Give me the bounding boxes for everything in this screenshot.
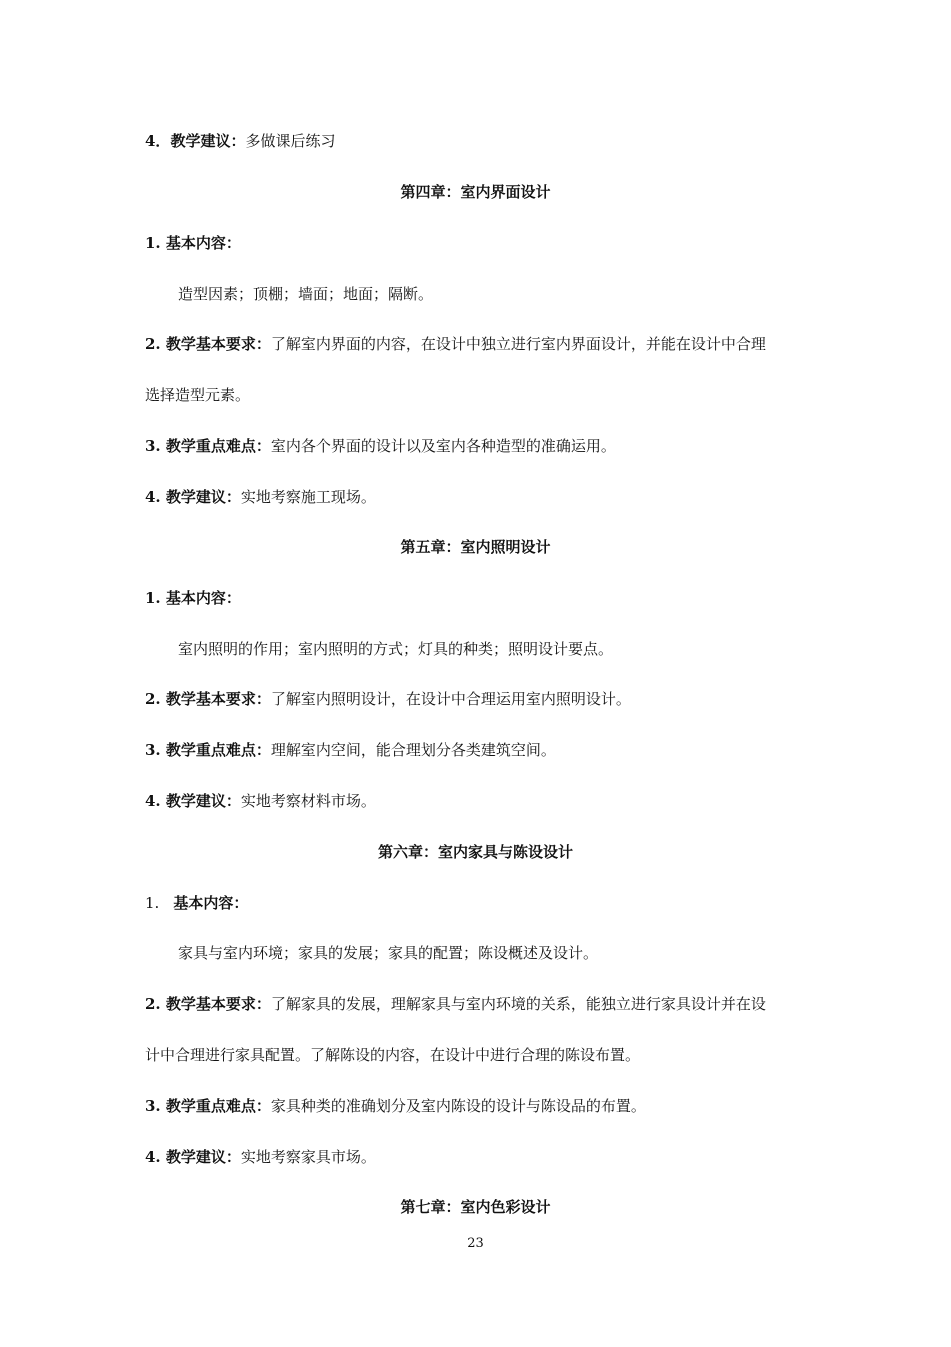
item-number: 3. bbox=[145, 741, 166, 759]
item-basic-requirements bbox=[145, 334, 766, 354]
item-number: 4． bbox=[145, 132, 171, 150]
content-paragraph: 家具与室内环境；家具的发展；家具的配置；陈设概述及设计。 bbox=[178, 944, 599, 962]
item-text: 了解室内界面的内容，在设计中独立进行室内界面设计，并能在设计中合理 bbox=[270, 335, 766, 353]
item-text: 实地考察材料市场。 bbox=[240, 792, 376, 810]
item-label: 教学建议： bbox=[165, 488, 241, 506]
item-number: 2. bbox=[145, 335, 166, 353]
item-label: 教学重点难点： bbox=[165, 1097, 271, 1115]
item-number: 4. bbox=[145, 792, 166, 810]
item-basic-content bbox=[145, 893, 248, 913]
item-label: 教学基本要求： bbox=[165, 335, 271, 353]
item-number: 4. bbox=[145, 488, 166, 506]
chapter-heading-5: 第五章：室内照明设计 bbox=[400, 538, 551, 556]
item-label: 基本内容： bbox=[165, 234, 241, 252]
chapter-heading-6: 第六章：室内家具与陈设设计 bbox=[377, 843, 573, 861]
item-teaching-advice bbox=[145, 131, 335, 151]
item-key-difficulties bbox=[145, 436, 616, 456]
item-number: 4. bbox=[145, 1148, 166, 1166]
item-number: 1. bbox=[145, 234, 166, 252]
page-number: 23 bbox=[467, 1236, 484, 1251]
item-number: 3. bbox=[145, 437, 166, 455]
item-teaching-advice bbox=[145, 791, 376, 811]
item-number: 3. bbox=[145, 1097, 166, 1115]
item-teaching-advice bbox=[145, 1147, 376, 1167]
content-paragraph: 室内照明的作用；室内照明的方式；灯具的种类；照明设计要点。 bbox=[178, 640, 614, 658]
item-number: 2. bbox=[145, 995, 166, 1013]
item-text: 家具种类的准确划分及室内陈设的设计与陈设品的布置。 bbox=[270, 1097, 646, 1115]
item-basic-content bbox=[145, 233, 241, 253]
item-label: 教学重点难点： bbox=[165, 741, 271, 759]
item-text: 实地考察施工现场。 bbox=[240, 488, 376, 506]
chapter-heading-7: 第七章：室内色彩设计 bbox=[400, 1198, 551, 1216]
item-number: 2. bbox=[145, 690, 166, 708]
item-label: 教学基本要求： bbox=[165, 995, 271, 1013]
item-label: 基本内容： bbox=[165, 589, 241, 607]
item-label: 教学建议： bbox=[165, 1148, 241, 1166]
item-text: 理解室内空间，能合理划分各类建筑空间。 bbox=[270, 741, 556, 759]
item-basic-content bbox=[145, 588, 241, 608]
item-text: 多做课后练习 bbox=[245, 132, 336, 150]
item-number: 1. bbox=[145, 589, 166, 607]
content-paragraph: 造型因素；顶棚；墙面；地面；隔断。 bbox=[178, 285, 434, 303]
item-text: 室内各个界面的设计以及室内各种造型的准确运用。 bbox=[270, 437, 616, 455]
chapter-heading-4: 第四章：室内界面设计 bbox=[400, 183, 551, 201]
item-key-difficulties bbox=[145, 1096, 646, 1116]
item-label: 教学基本要求： bbox=[165, 690, 271, 708]
item-text: 实地考察家具市场。 bbox=[240, 1148, 376, 1166]
item-label: 教学建议： bbox=[170, 132, 246, 150]
item-number: 1. bbox=[145, 894, 160, 912]
item-label: 基本内容： bbox=[173, 894, 249, 912]
item-text: 了解家具的发展，理解家具与室内环境的关系，能独立进行家具设计并在设 bbox=[270, 995, 766, 1013]
item-label: 教学建议： bbox=[165, 792, 241, 810]
item-basic-requirements bbox=[145, 994, 766, 1014]
item-text-continuation: 选择造型元素。 bbox=[145, 386, 251, 404]
item-text-continuation: 计中合理进行家具配置。了解陈设的内容，在设计中进行合理的陈设布置。 bbox=[145, 1046, 641, 1064]
item-key-difficulties bbox=[145, 740, 556, 760]
item-teaching-advice bbox=[145, 487, 376, 507]
item-label: 教学重点难点： bbox=[165, 437, 271, 455]
item-basic-requirements bbox=[145, 689, 631, 709]
item-text: 了解室内照明设计，在设计中合理运用室内照明设计。 bbox=[270, 690, 631, 708]
